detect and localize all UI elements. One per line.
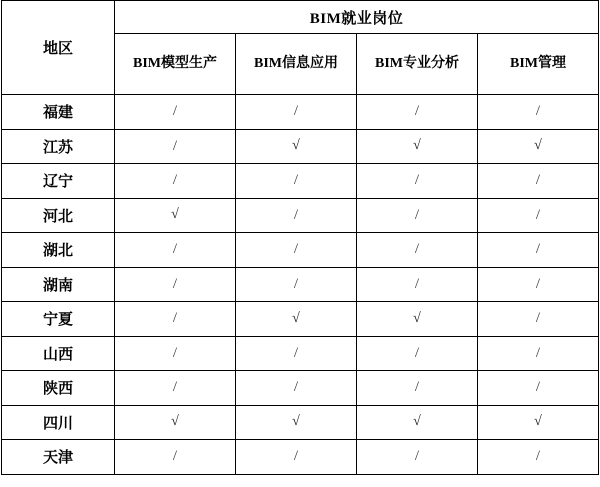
mark-glyph: / bbox=[535, 344, 541, 361]
cell-mark bbox=[236, 405, 357, 440]
table-head bbox=[2, 1, 599, 95]
mark-glyph: / bbox=[293, 172, 299, 189]
column-header-bim-model-production: BIM模型生产 bbox=[115, 34, 236, 95]
mark-glyph: / bbox=[293, 448, 299, 465]
cell-mark bbox=[478, 440, 599, 475]
column-header-bim-professional-analysis: BIM专业分析 bbox=[357, 34, 478, 95]
bim-employment-table bbox=[1, 0, 599, 475]
mark-glyph: / bbox=[414, 172, 420, 189]
mark-glyph: / bbox=[172, 275, 178, 292]
mark-glyph: / bbox=[535, 379, 541, 396]
cell-mark bbox=[357, 95, 478, 130]
table-row bbox=[2, 164, 599, 199]
cell-mark bbox=[236, 129, 357, 164]
mark-glyph: √ bbox=[292, 310, 300, 326]
cell-mark bbox=[478, 302, 599, 337]
column-header-region: 地区 bbox=[2, 1, 115, 95]
region-label: 天津 bbox=[2, 440, 115, 475]
cell-mark bbox=[115, 336, 236, 371]
cell-mark bbox=[115, 164, 236, 199]
cell-mark bbox=[115, 302, 236, 337]
cell-mark bbox=[357, 371, 478, 406]
cell-mark bbox=[478, 233, 599, 268]
cell-mark bbox=[115, 198, 236, 233]
mark-glyph: / bbox=[172, 379, 178, 396]
table-row bbox=[2, 267, 599, 302]
cell-mark bbox=[357, 129, 478, 164]
region-label: 河北 bbox=[2, 198, 115, 233]
cell-mark bbox=[478, 371, 599, 406]
mark-glyph: √ bbox=[292, 138, 300, 154]
mark-glyph: / bbox=[535, 103, 541, 120]
cell-mark bbox=[236, 267, 357, 302]
cell-mark bbox=[478, 336, 599, 371]
mark-glyph: / bbox=[293, 103, 299, 120]
cell-mark bbox=[236, 233, 357, 268]
mark-glyph: / bbox=[414, 241, 420, 258]
table-row bbox=[2, 198, 599, 233]
mark-glyph: / bbox=[172, 137, 178, 154]
mark-glyph: / bbox=[293, 379, 299, 396]
cell-mark bbox=[357, 267, 478, 302]
mark-glyph: / bbox=[535, 241, 541, 258]
mark-glyph: / bbox=[414, 103, 420, 120]
mark-glyph: √ bbox=[413, 310, 421, 326]
region-label: 福建 bbox=[2, 95, 115, 130]
table-row bbox=[2, 371, 599, 406]
mark-glyph: √ bbox=[171, 207, 179, 223]
mark-glyph: / bbox=[414, 448, 420, 465]
cell-mark bbox=[478, 198, 599, 233]
cell-mark bbox=[478, 267, 599, 302]
mark-glyph: √ bbox=[534, 138, 542, 154]
mark-glyph: / bbox=[535, 448, 541, 465]
table-row bbox=[2, 129, 599, 164]
region-label: 宁夏 bbox=[2, 302, 115, 337]
region-label: 山西 bbox=[2, 336, 115, 371]
column-header-bim-management: BIM管理 bbox=[478, 34, 599, 95]
mark-glyph: / bbox=[293, 344, 299, 361]
cell-mark bbox=[236, 302, 357, 337]
mark-glyph: / bbox=[172, 241, 178, 258]
cell-mark bbox=[357, 440, 478, 475]
mark-glyph: / bbox=[293, 241, 299, 258]
mark-glyph: / bbox=[535, 206, 541, 223]
cell-mark bbox=[236, 440, 357, 475]
table-row bbox=[2, 336, 599, 371]
cell-mark bbox=[478, 95, 599, 130]
cell-mark bbox=[357, 198, 478, 233]
cell-mark bbox=[236, 164, 357, 199]
mark-glyph: √ bbox=[171, 414, 179, 430]
mark-glyph: / bbox=[414, 379, 420, 396]
table-header-row-group bbox=[2, 1, 599, 34]
region-label: 四川 bbox=[2, 405, 115, 440]
mark-glyph: / bbox=[172, 448, 178, 465]
cell-mark bbox=[236, 371, 357, 406]
mark-glyph: √ bbox=[413, 138, 421, 154]
cell-mark bbox=[115, 371, 236, 406]
cell-mark bbox=[115, 405, 236, 440]
mark-glyph: / bbox=[293, 206, 299, 223]
column-header-group: BIM就业岗位 bbox=[115, 1, 599, 34]
cell-mark bbox=[357, 164, 478, 199]
cell-mark bbox=[357, 302, 478, 337]
cell-mark bbox=[357, 233, 478, 268]
cell-mark bbox=[478, 405, 599, 440]
cell-mark bbox=[115, 267, 236, 302]
mark-glyph: √ bbox=[413, 414, 421, 430]
table-body bbox=[2, 95, 599, 475]
cell-mark bbox=[357, 336, 478, 371]
region-label: 辽宁 bbox=[2, 164, 115, 199]
mark-glyph: / bbox=[535, 172, 541, 189]
cell-mark bbox=[236, 336, 357, 371]
cell-mark bbox=[357, 405, 478, 440]
cell-mark bbox=[115, 440, 236, 475]
mark-glyph: / bbox=[535, 275, 541, 292]
region-label: 陕西 bbox=[2, 371, 115, 406]
mark-glyph: / bbox=[172, 103, 178, 120]
cell-mark bbox=[236, 95, 357, 130]
mark-glyph: √ bbox=[534, 414, 542, 430]
cell-mark bbox=[115, 129, 236, 164]
region-label: 湖南 bbox=[2, 267, 115, 302]
column-header-bim-information-application: BIM信息应用 bbox=[236, 34, 357, 95]
mark-glyph: / bbox=[172, 172, 178, 189]
mark-glyph: / bbox=[172, 344, 178, 361]
table-row bbox=[2, 405, 599, 440]
mark-glyph: √ bbox=[292, 414, 300, 430]
table-row bbox=[2, 233, 599, 268]
mark-glyph: / bbox=[172, 310, 178, 327]
table-row bbox=[2, 302, 599, 337]
mark-glyph: / bbox=[535, 310, 541, 327]
table-row bbox=[2, 95, 599, 130]
cell-mark bbox=[115, 233, 236, 268]
mark-glyph: / bbox=[293, 275, 299, 292]
region-label: 江苏 bbox=[2, 129, 115, 164]
cell-mark bbox=[115, 95, 236, 130]
cell-mark bbox=[236, 198, 357, 233]
cell-mark bbox=[478, 129, 599, 164]
region-label: 湖北 bbox=[2, 233, 115, 268]
table-row bbox=[2, 440, 599, 475]
mark-glyph: / bbox=[414, 275, 420, 292]
mark-glyph: / bbox=[414, 206, 420, 223]
cell-mark bbox=[478, 164, 599, 199]
mark-glyph: / bbox=[414, 344, 420, 361]
